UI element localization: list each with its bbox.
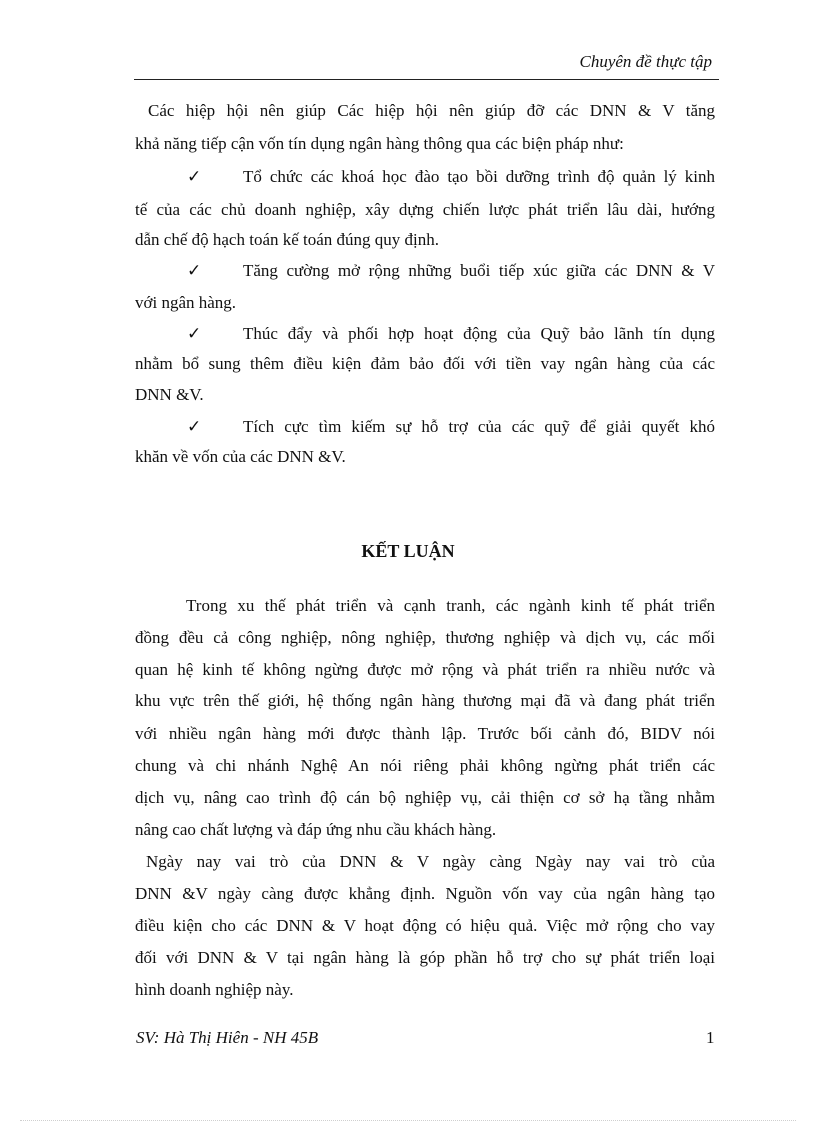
- checkmark-icon: ✓: [187, 417, 202, 436]
- paragraph-line: đối với DNN & V tại ngân hàng là góp phần hỗ trợ cho sự phát triển loại: [135, 948, 715, 967]
- bullet-text: Tích cực tìm kiếm sự hỗ trợ của các quỹ để giải quyết khó: [243, 417, 715, 436]
- bullet-text: Tổ chức các khoá học đào tạo bồi dưỡng trình độ quản lý kinh: [243, 167, 715, 186]
- bullet-text: nhằm bổ sung thêm điều kiện đảm bảo đối với tiền vay ngân hàng của các: [135, 354, 715, 373]
- checkmark-icon: ✓: [187, 261, 202, 280]
- paragraph-line: điều kiện cho các DNN & V hoạt động có hiệu quả. Việc mở rộng cho vay: [135, 916, 715, 935]
- paragraph-line: chung và chi nhánh Nghệ An nói riêng phải không ngừng phát triển các: [135, 756, 715, 775]
- footer-author: SV: Hà Thị Hiên - NH 45B: [136, 1028, 319, 1047]
- page-header-title: Chuyên đề thực tập: [579, 52, 712, 71]
- paragraph-line: khu vực trên thế giới, hệ thống ngân hàng thương mại đã và đang phát triển: [135, 691, 715, 710]
- bullet-item: [135, 167, 715, 187]
- bullet-item: [135, 324, 715, 344]
- paragraph-line: Ngày nay vai trò của DNN & V ngày càng Ngày nay vai trò của: [146, 852, 715, 871]
- bullet-text: tế của các chủ doanh nghiệp, xây dựng chiến lược phát triển lâu dài, hướng: [135, 200, 715, 219]
- checkmark-icon: ✓: [187, 167, 202, 186]
- bullet-text: Thúc đẩy và phối hợp hoạt động của Quỹ bảo lãnh tín dụng: [243, 324, 715, 343]
- paragraph-line: DNN &V ngày càng được khẳng định. Nguồn vốn vay của ngân hàng tạo: [135, 884, 715, 903]
- checkmark-icon: ✓: [187, 324, 202, 343]
- paragraph-line: nâng cao chất lượng và đáp ứng nhu cầu khách hàng.: [135, 820, 497, 839]
- bullet-text: khăn về vốn của các DNN &V.: [135, 447, 346, 466]
- paragraph-line: với nhiều ngân hàng mới được thành lập. Trước bối cảnh đó, BIDV nói: [135, 724, 715, 743]
- bullet-text: DNN &V.: [135, 385, 204, 404]
- bullet-item: [135, 261, 715, 281]
- paragraph-line: đồng đều cả công nghiệp, nông nghiệp, thương nghiệp và dịch vụ, các mối: [135, 628, 715, 647]
- paragraph-line: hình doanh nghiệp này.: [135, 980, 294, 999]
- bullet-text: với ngân hàng.: [135, 293, 237, 312]
- intro-line-1: Các hiệp hội nên giúp Các hiệp hội nên giúp đỡ các DNN & V tăng: [148, 101, 715, 120]
- page-number: 1: [706, 1028, 715, 1047]
- bottom-dotted-border: [20, 1120, 796, 1121]
- bullet-text: Tăng cường mở rộng những buổi tiếp xúc giữa các DNN & V: [243, 261, 715, 280]
- bullet-item: [135, 417, 715, 437]
- section-heading: KẾT LUẬN: [361, 541, 455, 561]
- bullet-text: dẫn chế độ hạch toán kế toán đúng quy định.: [135, 230, 440, 249]
- paragraph-line: quan hệ kinh tế không ngừng được mở rộng và phát triển ra nhiều nước và: [135, 660, 715, 679]
- intro-line-2: khả năng tiếp cận vốn tín dụng ngân hàng thông qua các biện pháp như:: [135, 134, 624, 153]
- header-rule: [134, 79, 719, 80]
- paragraph-line: dịch vụ, nâng cao trình độ cán bộ nghiệp vụ, cải thiện cơ sở hạ tầng nhằm: [135, 788, 715, 807]
- paragraph-line: Trong xu thế phát triển và cạnh tranh, các ngành kinh tế phát triển: [186, 596, 715, 615]
